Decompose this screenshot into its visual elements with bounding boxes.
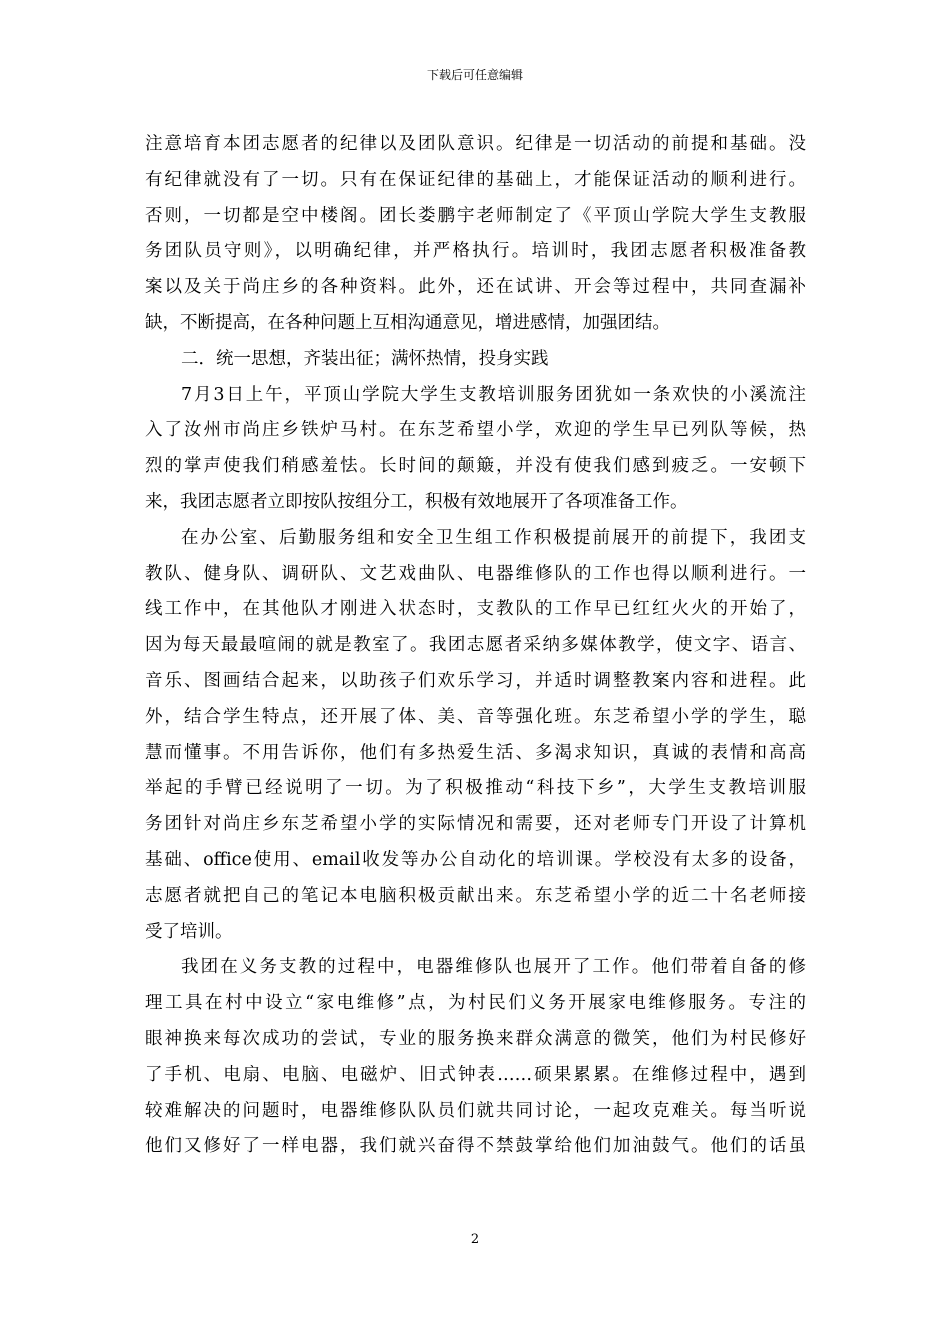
body-line: 烈的掌声使我们稍感羞怯。长时间的颠簸，并没有使我们感到疲乏。一安顿下 (145, 456, 806, 477)
body-line: 他们又修好了一样电器，我们就兴奋得不禁鼓掌给他们加油鼓气。他们的话虽 (145, 1136, 806, 1157)
body-line: 了手机、电扇、电脑、电磁炉、旧式钟表……硕果累累。在维修过程中，遇到 (145, 1064, 806, 1085)
body-line: 否则，一切都是空中楼阁。团长娄鹏宇老师制定了《平顶山学院大学生支教服 (145, 205, 806, 226)
document-body (145, 127, 806, 1165)
body-line: 务团队员守则》，以明确纪律，并严格执行。培训时，我团志愿者积极准备教 (145, 241, 806, 262)
body-line: 志愿者就把自己的笔记本电脑积极贡献出来。东芝希望小学的近二十名老师接 (145, 885, 806, 906)
body-line: 音乐、图画结合起来，以助孩子们欢乐学习，并适时调整教案内容和进程。此 (145, 670, 806, 691)
body-line: 举起的手臂已经说明了一切。为了积极推动“科技下乡”，大学生支教培训服 (145, 778, 806, 799)
body-line: 较难解决的问题时，电器维修队队员们就共同讨论，一起攻克难关。每当听说 (145, 1100, 806, 1121)
body-line: 入了汝州市尚庄乡铁炉马村。在东芝希望小学，欢迎的学生早已列队等候，热 (145, 420, 806, 441)
body-line: 受了培训。 (145, 921, 233, 942)
body-line: 眼神换来每次成功的尝试，专业的服务换来群众满意的微笑，他们为村民修好 (145, 1028, 806, 1049)
body-line: 务团针对尚庄乡东芝希望小学的实际情况和需要，还对老师专门开设了计算机 (145, 814, 806, 835)
body-line: 我团在义务支教的过程中，电器维修队也展开了工作。他们带着自备的修 (181, 957, 806, 978)
body-line: 线工作中，在其他队才刚进入状态时，支教队的工作早已红红火火的开始了， (145, 599, 806, 620)
page-header: 下载后可任意编辑 (426, 68, 523, 82)
page-number: 2 (470, 1232, 480, 1247)
body-line: 理工具在村中设立“家电维修”点，为村民们义务开展家电维修服务。专注的 (145, 993, 806, 1014)
body-line: 因为每天最最喧闹的就是教室了。我团志愿者采纳多媒体教学，使文字、语言、 (145, 635, 806, 656)
body-line: 在办公室、后勤服务组和安全卫生组工作积极提前展开的前提下，我团支 (181, 527, 806, 548)
body-line: 注意培育本团志愿者的纪律以及团队意识。纪律是一切活动的前提和基础。没 (145, 134, 806, 154)
body-line: 基础、office使用、email收发等办公自动化的培训课。学校没有太多的设备， (145, 849, 806, 870)
body-line: 教队、健身队、调研队、文艺戏曲队、电器维修队的工作也得以顺利进行。一 (145, 563, 806, 584)
body-line: 来，我团志愿者立即按队按组分工，积极有效地展开了各项准备工作。 (145, 491, 688, 512)
body-line: 慧而懂事。不用告诉你，他们有多热爱生活、多渴求知识，真诚的表情和高高 (145, 742, 806, 763)
body-line: 7月3日上午，平顶山学院大学生支教培训服务团犹如一条欢快的小溪流注 (181, 384, 806, 405)
body-line: 案以及关于尚庄乡的各种资料。此外，还在试讲、开会等过程中，共同查漏补 (145, 277, 806, 298)
body-line: 缺，不断提高，在各种问题上互相沟通意见，增进感情，加强团结。 (145, 312, 670, 333)
body-line: 外，结合学生特点，还开展了体、美、音等强化班。东芝希望小学的学生，聪 (145, 706, 806, 727)
section-heading: 二．统一思想，齐装出征；满怀热情，投身实践 (181, 348, 549, 369)
body-line: 有纪律就没有了一切。只有在保证纪律的基础上，才能保证活动的顺利进行。 (145, 169, 806, 190)
